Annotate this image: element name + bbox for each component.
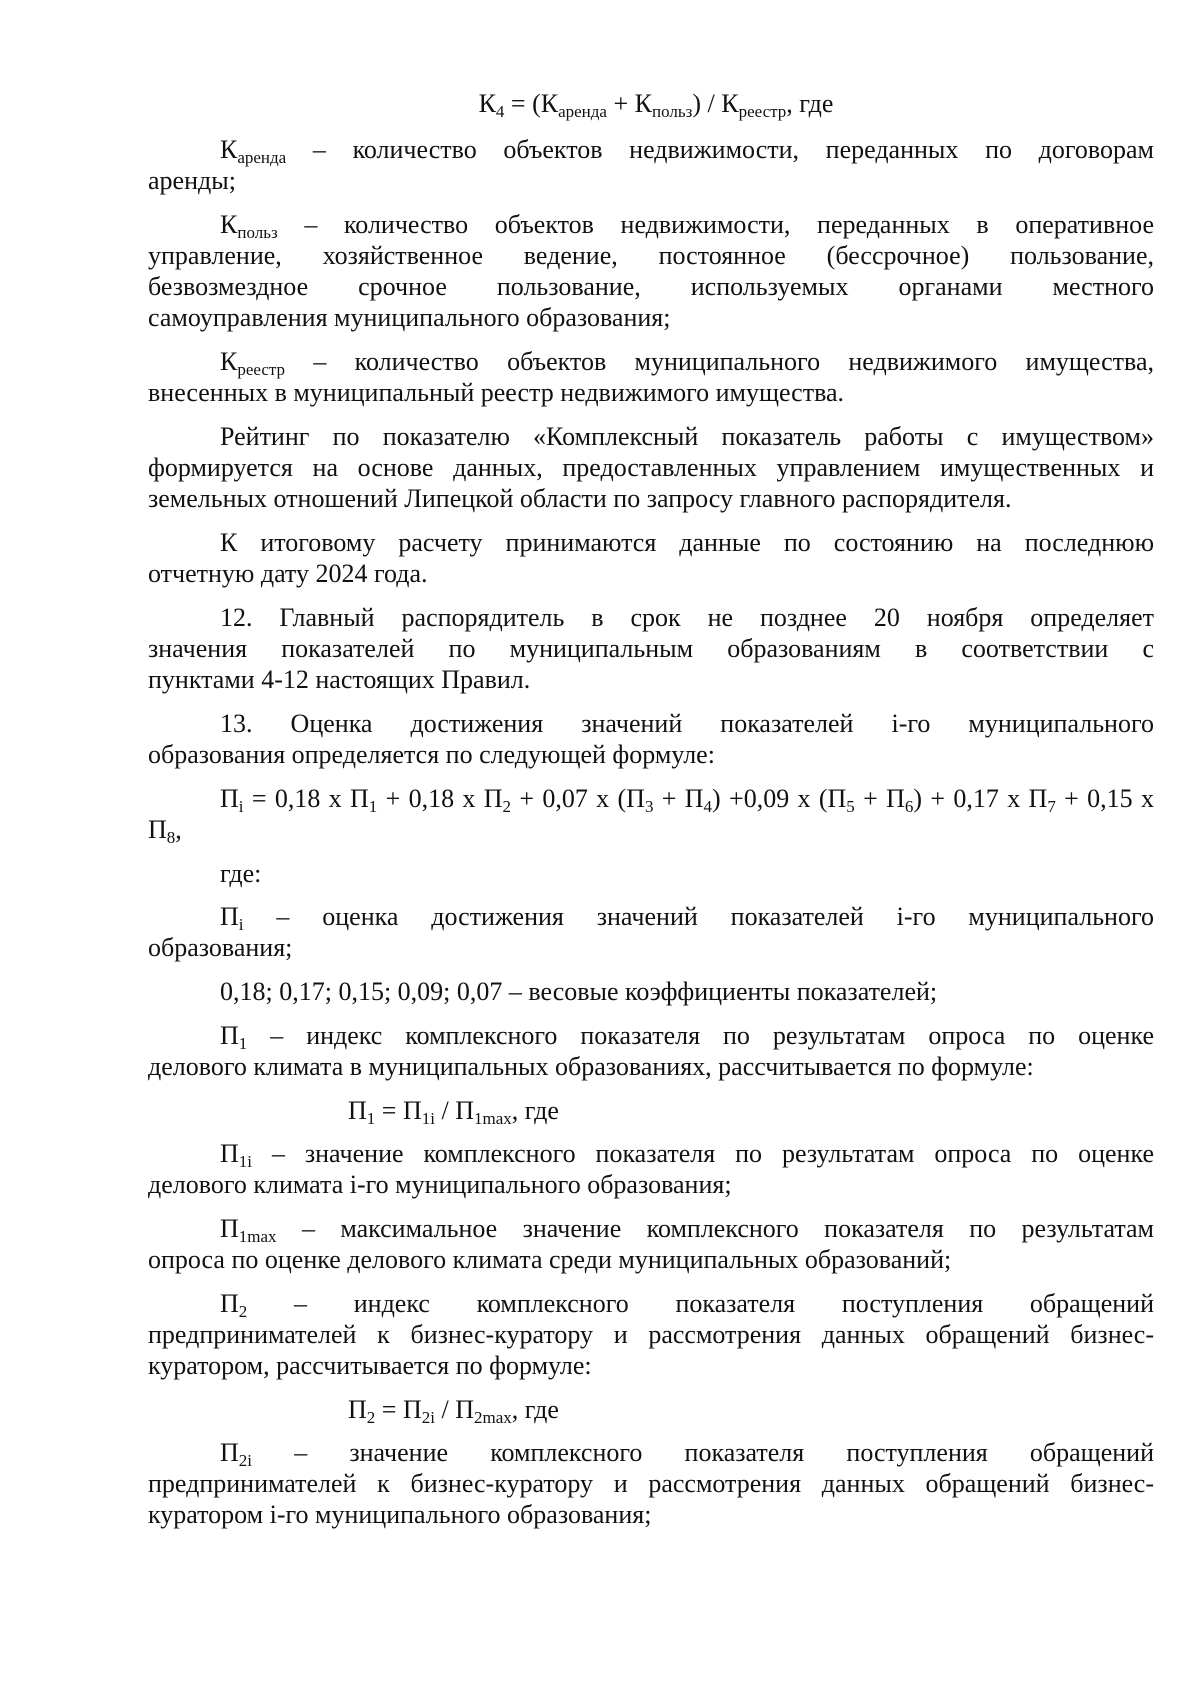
text-line: $К_{реестр}$ – количество объектов муниципального недвижимого имущества, xyxy=(220,347,1154,379)
text-line: $П_2$ – индекс комплексного показателя поступления обращений xyxy=(220,1289,1154,1321)
text-line: управление, хозяйственное ведение, постоянное (бессрочное) пользование, xyxy=(148,241,1154,270)
definition-p1max xyxy=(148,1213,1154,1275)
text-line: опроса по оценке делового климата среди муниципальных образований; xyxy=(148,1245,952,1274)
formula-k4: $К_4 = (К_{аренда} + К_{польз}) / К_{реестр}$, где xyxy=(478,89,834,121)
formula-line: $П_8$, xyxy=(148,815,182,847)
definition-k-polz xyxy=(148,209,1154,333)
text-line: образования определяется по следующей формуле: xyxy=(148,740,715,769)
text-line: делового климата i-го муниципального образования; xyxy=(148,1170,732,1199)
definition-p1i xyxy=(148,1138,1154,1200)
formula-p1: $П_1 = П_{1i} / П_{1max}$, где xyxy=(348,1096,559,1128)
paragraph-item-12 xyxy=(148,602,1154,695)
text-line: $П_{1max}$ – максимальное значение комплексного показателя по результатам xyxy=(220,1214,1154,1246)
text-line: 13. Оценка достижения значений показателей i-го муниципального xyxy=(220,709,1154,738)
text-line: $К_{аренда}$ – количество объектов недвижимости, переданных по договорам xyxy=(220,135,1154,167)
formula-p2: $П_2 = П_{2i} / П_{2max}$, где xyxy=(348,1395,559,1427)
where-label: где: xyxy=(220,859,262,888)
paragraph-rating xyxy=(148,421,1154,514)
text-line: куратором i-го муниципального образования; xyxy=(148,1500,652,1529)
formula-line: $П_i = 0,18$ x $П_1 + 0,18$ x $П_2 + 0,07$ x $(П_3 + П_4) +0,09$ x $(П_5 + П_6) + 0,17$ x $П_7 + 0,15$ x xyxy=(220,784,1154,816)
text-line: пунктами 4-12 настоящих Правил. xyxy=(148,665,531,694)
text-line: предпринимателей к бизнес-куратору и рассмотрения данных обращений бизнес- xyxy=(148,1320,1154,1349)
text-line: $К_{польз}$ – количество объектов недвижимости, переданных в оперативное xyxy=(220,210,1154,242)
text-line: самоуправления муниципального образования; xyxy=(148,303,671,332)
paragraph-item-13 xyxy=(148,708,1154,770)
text-line: отчетную дату 2024 года. xyxy=(148,559,428,588)
text-line: $П_{1i}$ – значение комплексного показателя по результатам опроса по оценке xyxy=(220,1139,1154,1171)
formula-pi xyxy=(148,783,1154,845)
text-line: $П_{2i}$ – значение комплексного показателя поступления обращений xyxy=(220,1438,1154,1470)
definition-k-reestr xyxy=(148,346,1154,408)
text-line: земельных отношений Липецкой области по запросу главного распорядителя. xyxy=(148,484,1012,513)
text-line: $П_i$ – оценка достижения значений показателей i-го муниципального xyxy=(220,902,1154,934)
definition-p2i xyxy=(148,1437,1154,1530)
text-line: предпринимателей к бизнес-куратору и рассмотрения данных обращений бизнес- xyxy=(148,1469,1154,1498)
definition-k-arenda xyxy=(148,134,1154,196)
text-line: делового климата в муниципальных образованиях, рассчитывается по формуле: xyxy=(148,1052,1034,1081)
text-line: безвозмездное срочное пользование, используемых органами местного xyxy=(148,272,1154,301)
text-line: 0,18; 0,17; 0,15; 0,09; 0,07 – весовые коэффициенты показателей; xyxy=(220,977,938,1006)
text-line: аренды; xyxy=(148,166,236,195)
text-line: $П_1$ – индекс комплексного показателя по результатам опроса по оценке xyxy=(220,1021,1154,1053)
definition-p1 xyxy=(148,1020,1154,1082)
text-line: Рейтинг по показателю «Комплексный показатель работы с имуществом» xyxy=(220,422,1154,451)
paragraph-final-calc xyxy=(148,527,1154,589)
text-line: К итоговому расчету принимаются данные по состоянию на последнюю xyxy=(220,528,1154,557)
definition-p2 xyxy=(148,1288,1154,1381)
text-line: формируется на основе данных, предоставленных управлением имущественных и xyxy=(148,453,1154,482)
text-line: значения показателей по муниципальным образованиям в соответствии с xyxy=(148,634,1154,663)
text-line: куратором, рассчитывается по формуле: xyxy=(148,1351,592,1380)
text-line: внесенных в муниципальный реестр недвижимого имущества. xyxy=(148,378,845,407)
paragraph-weights xyxy=(148,976,1154,1007)
definition-pi xyxy=(148,901,1154,963)
text-line: образования; xyxy=(148,933,293,962)
text-line: 12. Главный распорядитель в срок не позднее 20 ноября определяет xyxy=(220,603,1154,632)
